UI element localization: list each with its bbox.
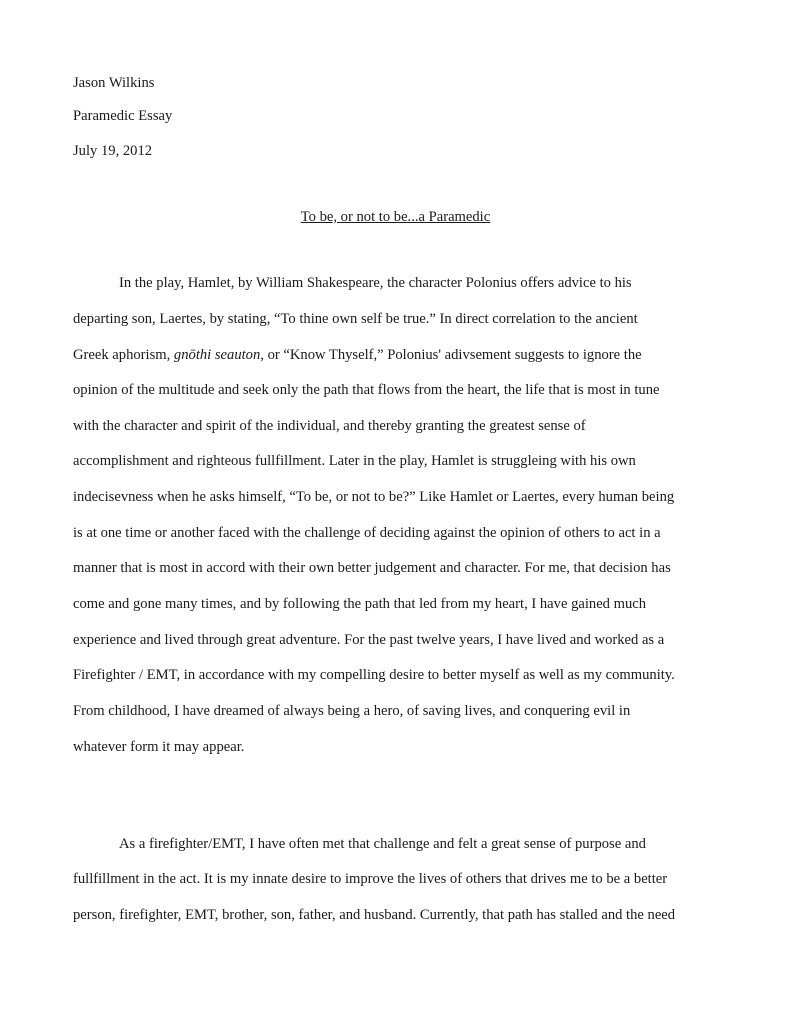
paragraph-line: with the character and spirit of the individual, and thereby granting the greatest sense of — [73, 418, 586, 434]
paragraph-line: From childhood, I have dreamed of always being a hero, of saving lives, and conquering evil in — [73, 703, 631, 719]
greek-aphorism: gnōthi seauton — [173, 347, 261, 363]
paragraph-line: As a firefighter/EMT, I have often met that challenge and felt a great sense of purpose and — [119, 836, 646, 852]
paragraph-line: indecisevness when he asks himself, “To be, or not to be?” Like Hamlet or Laertes, every human being — [73, 489, 675, 505]
paragraph-line: manner that is most in accord with their own better judgement and character. For me, that decision has — [73, 560, 671, 576]
paragraph-text: , or “Know Thyself,” Polonius' adivsement suggests to ignore the — [260, 347, 642, 363]
paragraph-line: accomplishment and righteous fullfillment. Later in the play, Hamlet is struggleing with his own — [73, 453, 636, 469]
paragraph-line: In the play, Hamlet, by William Shakespeare, the character Polonius offers advice to his — [119, 275, 632, 291]
paragraph-line: experience and lived through great adventure. For the past twelve years, I have lived and worked as a — [73, 632, 665, 648]
paragraph-line: person, firefighter, EMT, brother, son, father, and husband. Currently, that path has stalled and the need — [73, 907, 676, 923]
paragraph-line: opinion of the multitude and seek only the path that flows from the heart, the life that is most in tune — [73, 382, 660, 398]
paragraph-line: Firefighter / EMT, in accordance with my compelling desire to better myself as well as my community. — [73, 667, 675, 683]
paragraph-line: departing son, Laertes, by stating, “To thine own self be true.” In direct correlation to the ancient — [73, 311, 638, 327]
paragraph-line: is at one time or another faced with the challenge of deciding against the opinion of others to act in a — [73, 525, 661, 541]
paragraph-line: fullfillment in the act. It is my innate desire to improve the lives of others that drives me to be a better — [73, 871, 668, 887]
paragraph-line: whatever form it may appear. — [73, 739, 245, 755]
essay-course: Paramedic Essay — [73, 108, 173, 124]
paragraph-text: Greek aphorism, — [73, 347, 174, 363]
paragraph-line — [73, 346, 642, 364]
author-name: Jason Wilkins — [73, 75, 155, 91]
essay-title-text: To be, or not to be...a Paramedic — [300, 209, 491, 225]
essay-title — [0, 208, 791, 226]
essay-date: July 19, 2012 — [73, 143, 153, 159]
paragraph-line: come and gone many times, and by following the path that led from my heart, I have gained much — [73, 596, 647, 612]
